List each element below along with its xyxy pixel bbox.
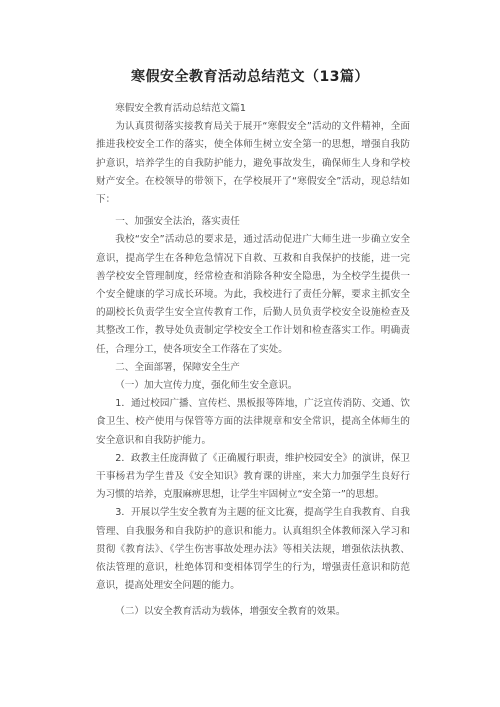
paragraph-section-1: 我校“安全”活动总的要求是，通过活动促进广大师生进一步确立安全意识，提高学生在各种危急情况下自救、互救和自我保护的技能，进一完善学校安全管理制度，经常检查和消除各种安全隐患，为全校学生提供一个安全健康的学习成长环境。为此，我校进行了责任分解，要求主抓安全的副校长负责学生安全宣传教育工作，后勤人员负责学校安全设施检查及其整改工作，教导处负责制定学校安全工作计划和检查落实工作。明确责任，合理分工，使各项安全工作落在了实处。 bbox=[96, 234, 410, 355]
subheading-1: （一）加大宣传力度，强化师生安全意识。 bbox=[115, 380, 298, 392]
document-body bbox=[96, 100, 410, 622]
document-title: 寒假安全教育活动总结范文（13篇） bbox=[131, 69, 369, 85]
section-heading-1: 一、加强安全法治，落实责任 bbox=[115, 216, 240, 228]
list-item-1: 1．通过校园广播、宣传栏、黑板报等阵地，广泛宣传消防、交通、饮食卫生、校产使用与保管等方面的法律规章和安全常识，提高全体师生的安全意识和自我防护能力。 bbox=[96, 398, 410, 446]
list-item-3: 3．开展以学生安全教育为主题的征文比赛，提高学生自我教育、自我管理、自我服务和自我防护的意识和能力。认真组织全体教师深入学习和贯彻《教育法》、《学生伤害事故处理办法》等相关法规，增强依法执教、依法管理的意识，杜绝体罚和变相体罚学生的行为，增强责任意识和防范意识，提高处理安全问题的能力。 bbox=[96, 507, 410, 592]
section-heading-2: 二、全面部署，保障安全生产 bbox=[115, 361, 240, 373]
paragraph-intro: 为认真贯彻落实接教育局关于展开“寒假安全”活动的文件精神，全面推进我校安全工作的落实，使全体师生树立安全第一的思想，增强自我防护意识，培养学生的自我防护能力，避免事故发生，确保师生人身和学校财产安全。在校领导的带领下，在学校展开了“寒假安全”活动，现总结如下： bbox=[96, 121, 410, 206]
subheading-2: （二）以安全教育活动为载体，增强安全教育的效果。 bbox=[115, 606, 346, 618]
list-item-2: 2．政教主任庞湃做了《正确履行职责，维护校园安全》的演讲，保卫干事杨君为学生普及《安全知识》教育课的讲座，来大力加强学生良好行为习惯的培养，克服麻痹思想，让学生牢固树立“安全第一”的思想。 bbox=[96, 452, 410, 501]
article-heading: 寒假安全教育活动总结范文篇1 bbox=[115, 103, 247, 114]
